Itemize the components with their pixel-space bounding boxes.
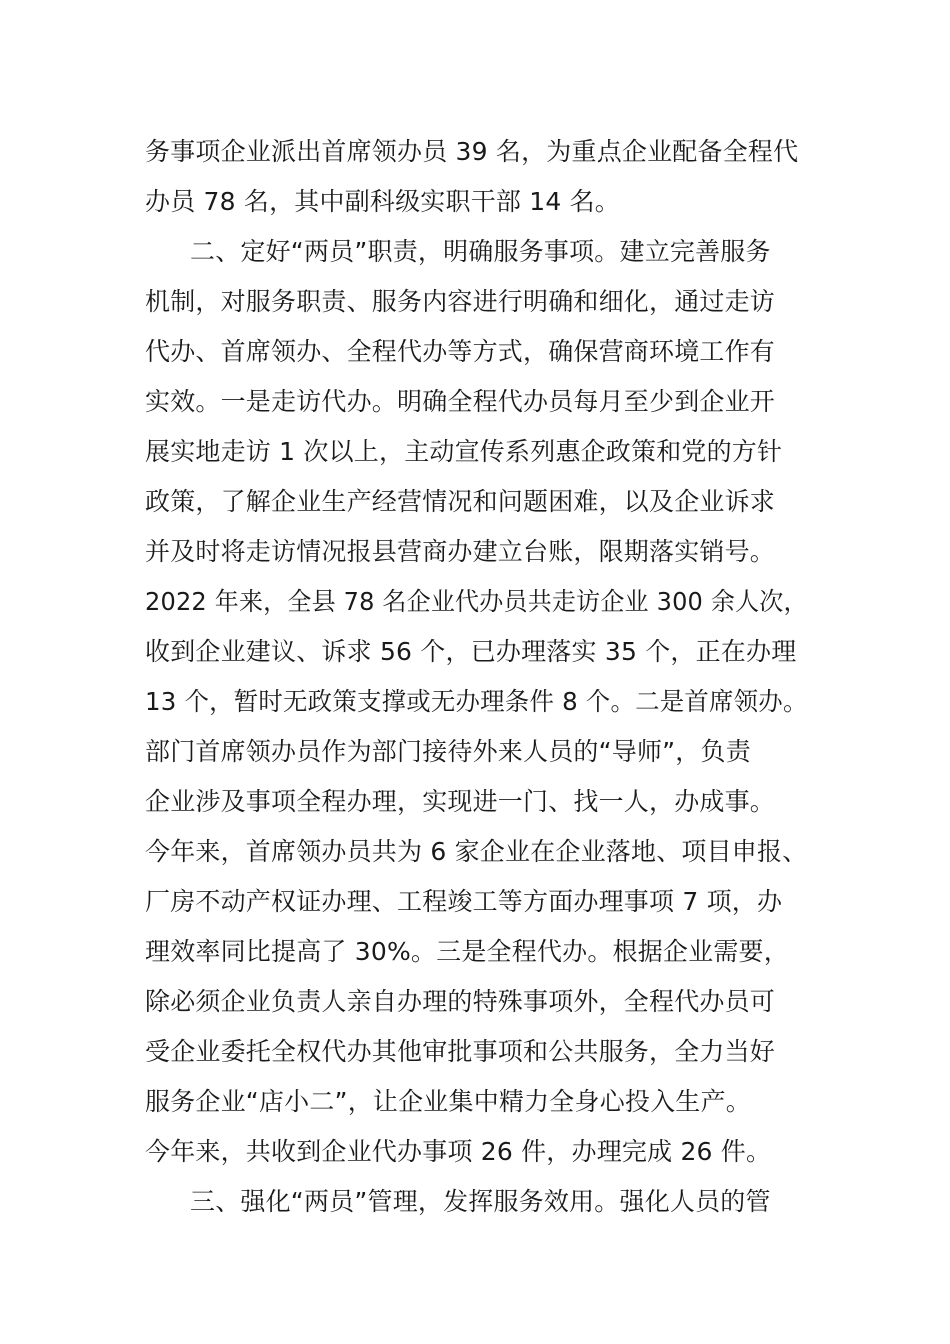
section-heading-line: 二、定好“两员”职责，明确服务事项。建立完善服务 — [190, 237, 771, 266]
text-line: 受企业委托全权代办其他审批事项和公共服务，全力当好 — [145, 1037, 776, 1066]
text-line: 机制，对服务职责、服务内容进行明确和细化，通过走访 — [145, 287, 776, 316]
text-line: 并及时将走访情况报县营商办建立台账，限期落实销号。 — [145, 537, 776, 566]
text-line: 务事项企业派出首席领办员 39 名，为重点企业配备全程代 — [145, 137, 799, 166]
text-line: 实效。一是走访代办。明确全程代办员每月至少到企业开 — [145, 387, 776, 416]
text-line: 收到企业建议、诉求 56 个，已办理落实 35 个，正在办理 — [145, 637, 797, 666]
text-line: 部门首席领办员作为部门接待外来人员的“导师”，负责 — [145, 737, 751, 766]
text-line: 展实地走访 1 次以上，主动宣传系列惠企政策和党的方针 — [145, 437, 783, 466]
text-line: 今年来，共收到企业代办事项 26 件，办理完成 26 件。 — [145, 1137, 772, 1166]
text-line: 理效率同比提高了 30%。三是全程代办。根据企业需要， — [145, 937, 789, 966]
text-line: 厂房不动产权证办理、工程竣工等方面办理事项 7 项，办 — [145, 887, 783, 916]
text-line: 办员 78 名，其中副科级实职干部 14 名。 — [145, 187, 621, 216]
text-line: 企业涉及事项全程办理，实现进一门、找一人，办成事。 — [145, 787, 776, 816]
text-line: 今年来，首席领办员共为 6 家企业在企业落地、项目申报、 — [145, 837, 808, 866]
text-line: 13 个，暂时无政策支撑或无办理条件 8 个。二是首席领办。 — [145, 687, 808, 716]
section-heading-line: 三、强化“两员”管理，发挥服务效用。强化人员的管 — [190, 1187, 771, 1216]
text-line: 代办、首席领办、全程代办等方式，确保营商环境工作有 — [145, 337, 776, 366]
text-line: 除必须企业负责人亲自办理的特殊事项外，全程代办员可 — [145, 987, 776, 1016]
text-line: 政策，了解企业生产经营情况和问题困难，以及企业诉求 — [145, 487, 776, 516]
text-line: 服务企业“店小二”，让企业集中精力全身心投入生产。 — [145, 1087, 751, 1116]
text-line: 2022 年来，全县 78 名企业代办员共走访企业 300 余人次， — [145, 587, 808, 616]
